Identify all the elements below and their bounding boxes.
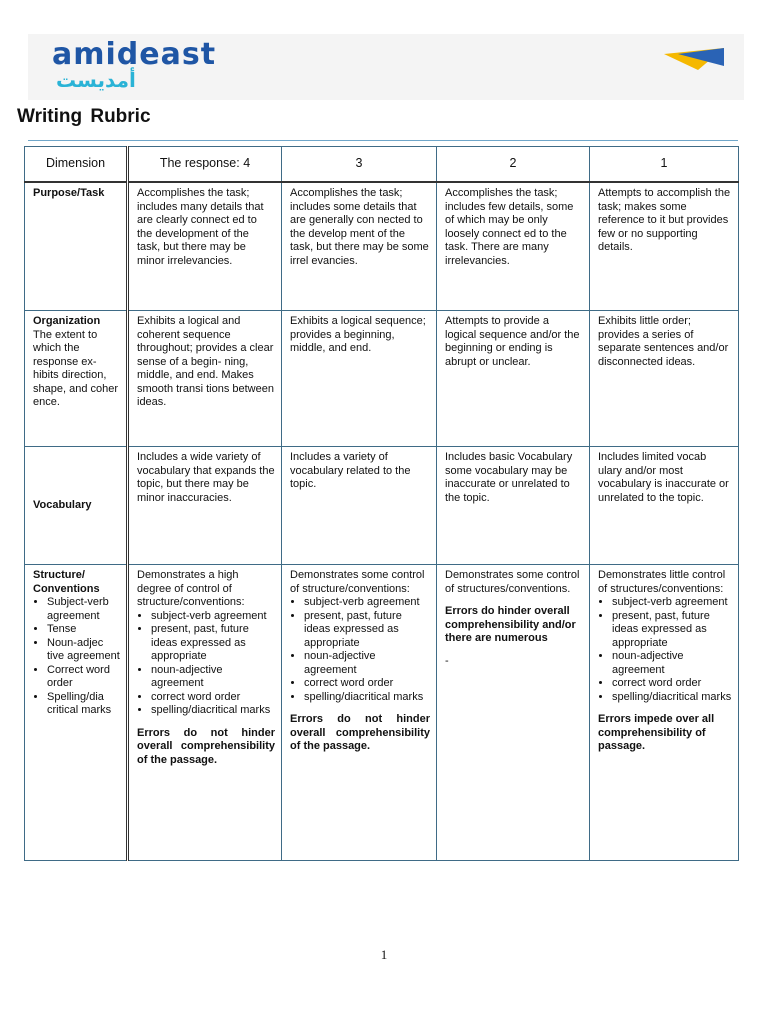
header-score-1: 1 <box>590 147 739 183</box>
dimension-purpose-task: Purpose/Task <box>25 182 128 311</box>
header-score-2: 2 <box>437 147 590 183</box>
cell-structure-4 <box>128 565 282 861</box>
dimension-organization-description: The extent to which the response ex- hibits direction, shape, and coher ence. <box>33 328 119 408</box>
list-item: • Tense <box>47 623 120 637</box>
dimension-structure-criteria <box>33 596 120 718</box>
header-dimension: Dimension <box>25 147 128 183</box>
table-header-row <box>25 147 739 183</box>
cell-vocabulary-2: Includes basic Vocabulary some vocabulary may be inaccurate or unrelated to the topic. <box>437 447 590 565</box>
list-item: • noun-adjective agreement <box>304 650 430 677</box>
list-item: • Noun-adjec tive agreement <box>47 637 120 664</box>
structure-3-note: Errors do not hinder overall comprehensibility of the passage. <box>290 713 430 752</box>
structure-2-dash: - <box>445 654 449 667</box>
title-divider <box>28 140 738 141</box>
cell-structure-3 <box>282 565 437 861</box>
dimension-organization-label: Organization <box>33 315 101 327</box>
cell-vocabulary-1: Includes limited vocab ulary and/or most vocabulary is inaccurate or unrelated to the topic. <box>590 447 739 565</box>
dimension-structure-label: Structure/ Conventions <box>33 569 100 595</box>
list-item: • subject-verb agreement <box>304 596 430 610</box>
list-item: • correct word order <box>612 677 732 691</box>
header-score-4: The response: 4 <box>128 147 282 183</box>
list-item: • Spelling/dia critical marks <box>47 691 120 718</box>
list-item: • spelling/diacritical marks <box>151 704 275 718</box>
amideast-logo: amideast <box>52 37 217 72</box>
dimension-structure-conventions <box>25 565 128 861</box>
table-row-vocabulary <box>25 447 739 565</box>
list-item: • Correct word order <box>47 664 120 691</box>
table-row-structure <box>25 565 739 861</box>
cell-purpose-1: Attempts to accomplish the task; makes some reference to it but provides few or no supporting details. <box>590 182 739 311</box>
list-item: • present, past, future ideas expressed as appropriate <box>304 610 430 651</box>
structure-1-list <box>598 596 732 704</box>
table-row-organization <box>25 311 739 447</box>
cell-structure-1 <box>590 565 739 861</box>
cell-structure-2 <box>437 565 590 861</box>
dimension-vocabulary: Vocabulary <box>25 447 128 565</box>
list-item: • correct word order <box>151 691 275 705</box>
table-row-purpose <box>25 182 739 311</box>
structure-1-intro: Demonstrates little control of structures/conventions: <box>598 569 726 595</box>
cell-purpose-3: Accomplishes the task; includes some details that are generally con nected to the develop ment of the task, but there may be some irrel evancies. <box>282 182 437 311</box>
amideast-wing-icon <box>664 46 724 72</box>
list-item: • correct word order <box>304 677 430 691</box>
amideast-logo-arabic: أمديست <box>56 68 136 92</box>
writing-rubric-table <box>24 146 739 861</box>
structure-2-note: Errors do hinder overall comprehensibility and/or there are numerous <box>445 605 576 644</box>
structure-4-intro: Demonstrates a high degree of control of structure/conventions: <box>137 569 245 608</box>
structure-3-intro: Demonstrates some control of structure/conventions: <box>290 569 425 595</box>
list-item: • noun-adjective agreement <box>151 664 275 691</box>
list-item: • spelling/diacritical marks <box>612 691 732 705</box>
structure-4-list <box>137 610 275 718</box>
cell-vocabulary-3: Includes a variety of vocabulary related to the topic. <box>282 447 437 565</box>
structure-1-note: Errors impede over all comprehensibility of passage. <box>598 713 715 752</box>
structure-4-note: Errors do not hinder overall comprehensibility of the passage. <box>137 726 275 766</box>
cell-vocabulary-4: Includes a wide variety of vocabulary that expands the topic, but there may be minor inaccuracies. <box>128 447 282 565</box>
dimension-organization <box>25 311 128 447</box>
list-item: • spelling/diacritical marks <box>304 691 430 705</box>
cell-organization-1: Exhibits little order; provides a series of separate sentences and/or disconnected ideas. <box>590 311 739 447</box>
cell-purpose-4: Accomplishes the task; includes many details that are clearly connect ed to the development of the task, but there may be minor irrelevancies. <box>128 182 282 311</box>
cell-organization-3: Exhibits a logical sequence; provides a beginning, middle, and end. <box>282 311 437 447</box>
cell-purpose-2: Accomplishes the task; includes few details, some of which may be only loosely connect ed to the task. There are many irrelevancies. <box>437 182 590 311</box>
page-title: Writing Rubric <box>17 106 151 127</box>
list-item: • present, past, future ideas expressed as appropriate <box>612 610 732 651</box>
list-item: • subject-verb agreement <box>151 610 275 624</box>
structure-2-intro: Demonstrates some control of structures/conventions. <box>445 569 580 595</box>
page-number: 1 <box>380 947 388 962</box>
header-score-3: 3 <box>282 147 437 183</box>
list-item: • subject-verb agreement <box>612 596 732 610</box>
cell-organization-2: Attempts to provide a logical sequence and/or the beginning or ending is abrupt or unclear. <box>437 311 590 447</box>
list-item: • noun-adjective agreement <box>612 650 732 677</box>
structure-3-list <box>290 596 430 704</box>
cell-organization-4: Exhibits a logical and coherent sequence throughout; provides a clear sense of a begin- ning, middle, and end. Makes smooth transi tions between ideas. <box>128 311 282 447</box>
list-item: • present, past, future ideas expressed as appropriate <box>151 623 275 664</box>
list-item: • Subject-verb agreement <box>47 596 120 623</box>
